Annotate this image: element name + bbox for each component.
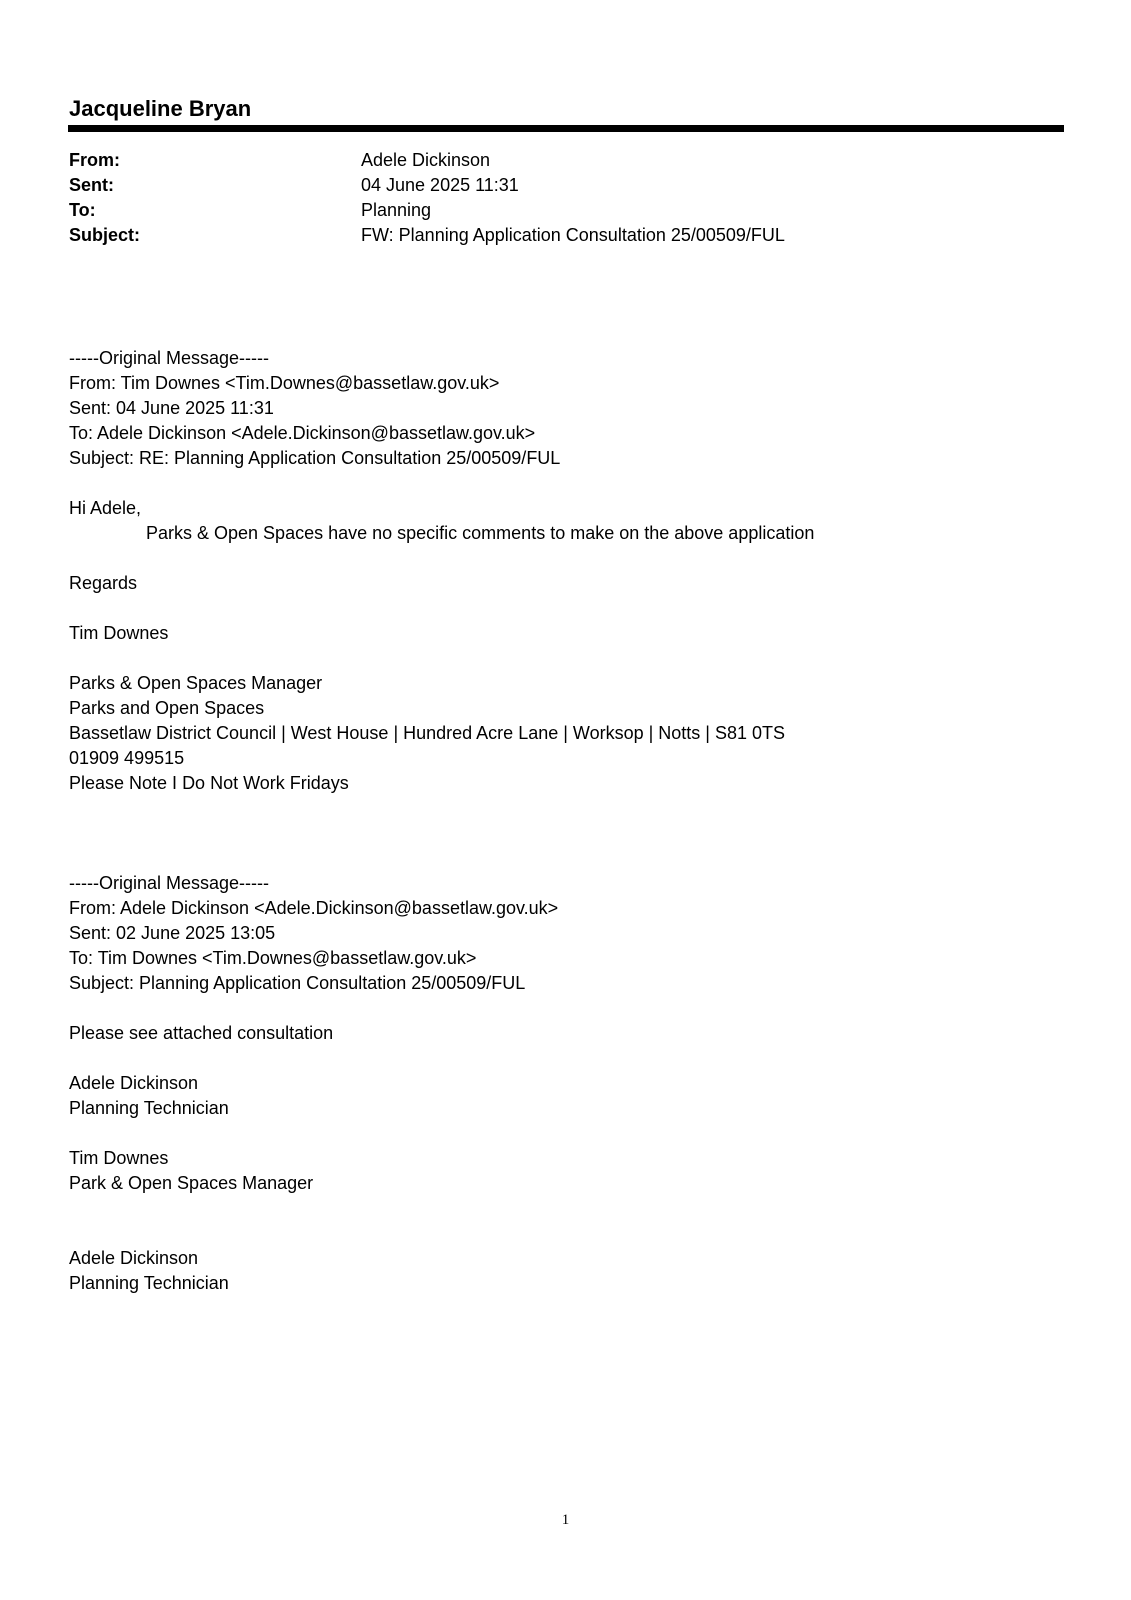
quoted-from: From: Tim Downes <Tim.Downes@bassetlaw.gov.uk> — [69, 373, 500, 393]
to-label: To: — [69, 200, 96, 220]
message-body: Parks & Open Spaces have no specific comments to make on the above application — [146, 523, 815, 543]
signature-title: Parks & Open Spaces Manager — [69, 673, 323, 693]
quoted-sent: Sent: 04 June 2025 11:31 — [69, 398, 274, 418]
original-message-marker: -----Original Message----- — [69, 873, 270, 893]
quoted-subject: Subject: RE: Planning Application Consultation 25/00509/FUL — [69, 448, 561, 468]
signature-phone: 01909 499515 — [69, 748, 185, 768]
signature-department: Parks and Open Spaces — [69, 698, 265, 718]
subject-label: Subject: — [69, 225, 141, 245]
signature-title: Planning Technician — [69, 1273, 229, 1293]
subject-value: FW: Planning Application Consultation 25/00509/FUL — [361, 225, 785, 245]
signature-note: Please Note I Do Not Work Fridays — [69, 773, 349, 793]
quoted-to: To: Adele Dickinson <Adele.Dickinson@bassetlaw.gov.uk> — [69, 423, 536, 443]
signature-name: Tim Downes — [69, 623, 169, 643]
to-value: Planning — [361, 200, 432, 220]
original-message-marker: -----Original Message----- — [69, 348, 270, 368]
quoted-from: From: Adele Dickinson <Adele.Dickinson@bassetlaw.gov.uk> — [69, 898, 559, 918]
signature-name: Adele Dickinson — [69, 1073, 199, 1093]
greeting: Hi Adele, — [69, 498, 142, 518]
sent-label: Sent: — [69, 175, 114, 195]
signature-name: Tim Downes — [69, 1148, 169, 1168]
from-label: From: — [69, 150, 120, 170]
sign-off: Regards — [69, 573, 138, 593]
signature-name: Adele Dickinson — [69, 1248, 199, 1268]
sent-value: 04 June 2025 11:31 — [361, 175, 519, 195]
quoted-subject: Subject: Planning Application Consultation 25/00509/FUL — [69, 973, 526, 993]
from-value: Adele Dickinson — [361, 150, 491, 170]
quoted-to: To: Tim Downes <Tim.Downes@bassetlaw.gov.uk> — [69, 948, 477, 968]
quoted-sent: Sent: 02 June 2025 13:05 — [69, 923, 276, 943]
header-rule — [68, 125, 1064, 132]
signature-title: Planning Technician — [69, 1098, 229, 1118]
signature-title: Park & Open Spaces Manager — [69, 1173, 314, 1193]
mailbox-owner: Jacqueline Bryan — [69, 96, 252, 121]
message-body: Please see attached consultation — [69, 1023, 334, 1043]
page-number: 1 — [561, 1512, 570, 1528]
signature-address: Bassetlaw District Council | West House | Hundred Acre Lane | Worksop | Notts | S81 0TS — [69, 723, 786, 743]
